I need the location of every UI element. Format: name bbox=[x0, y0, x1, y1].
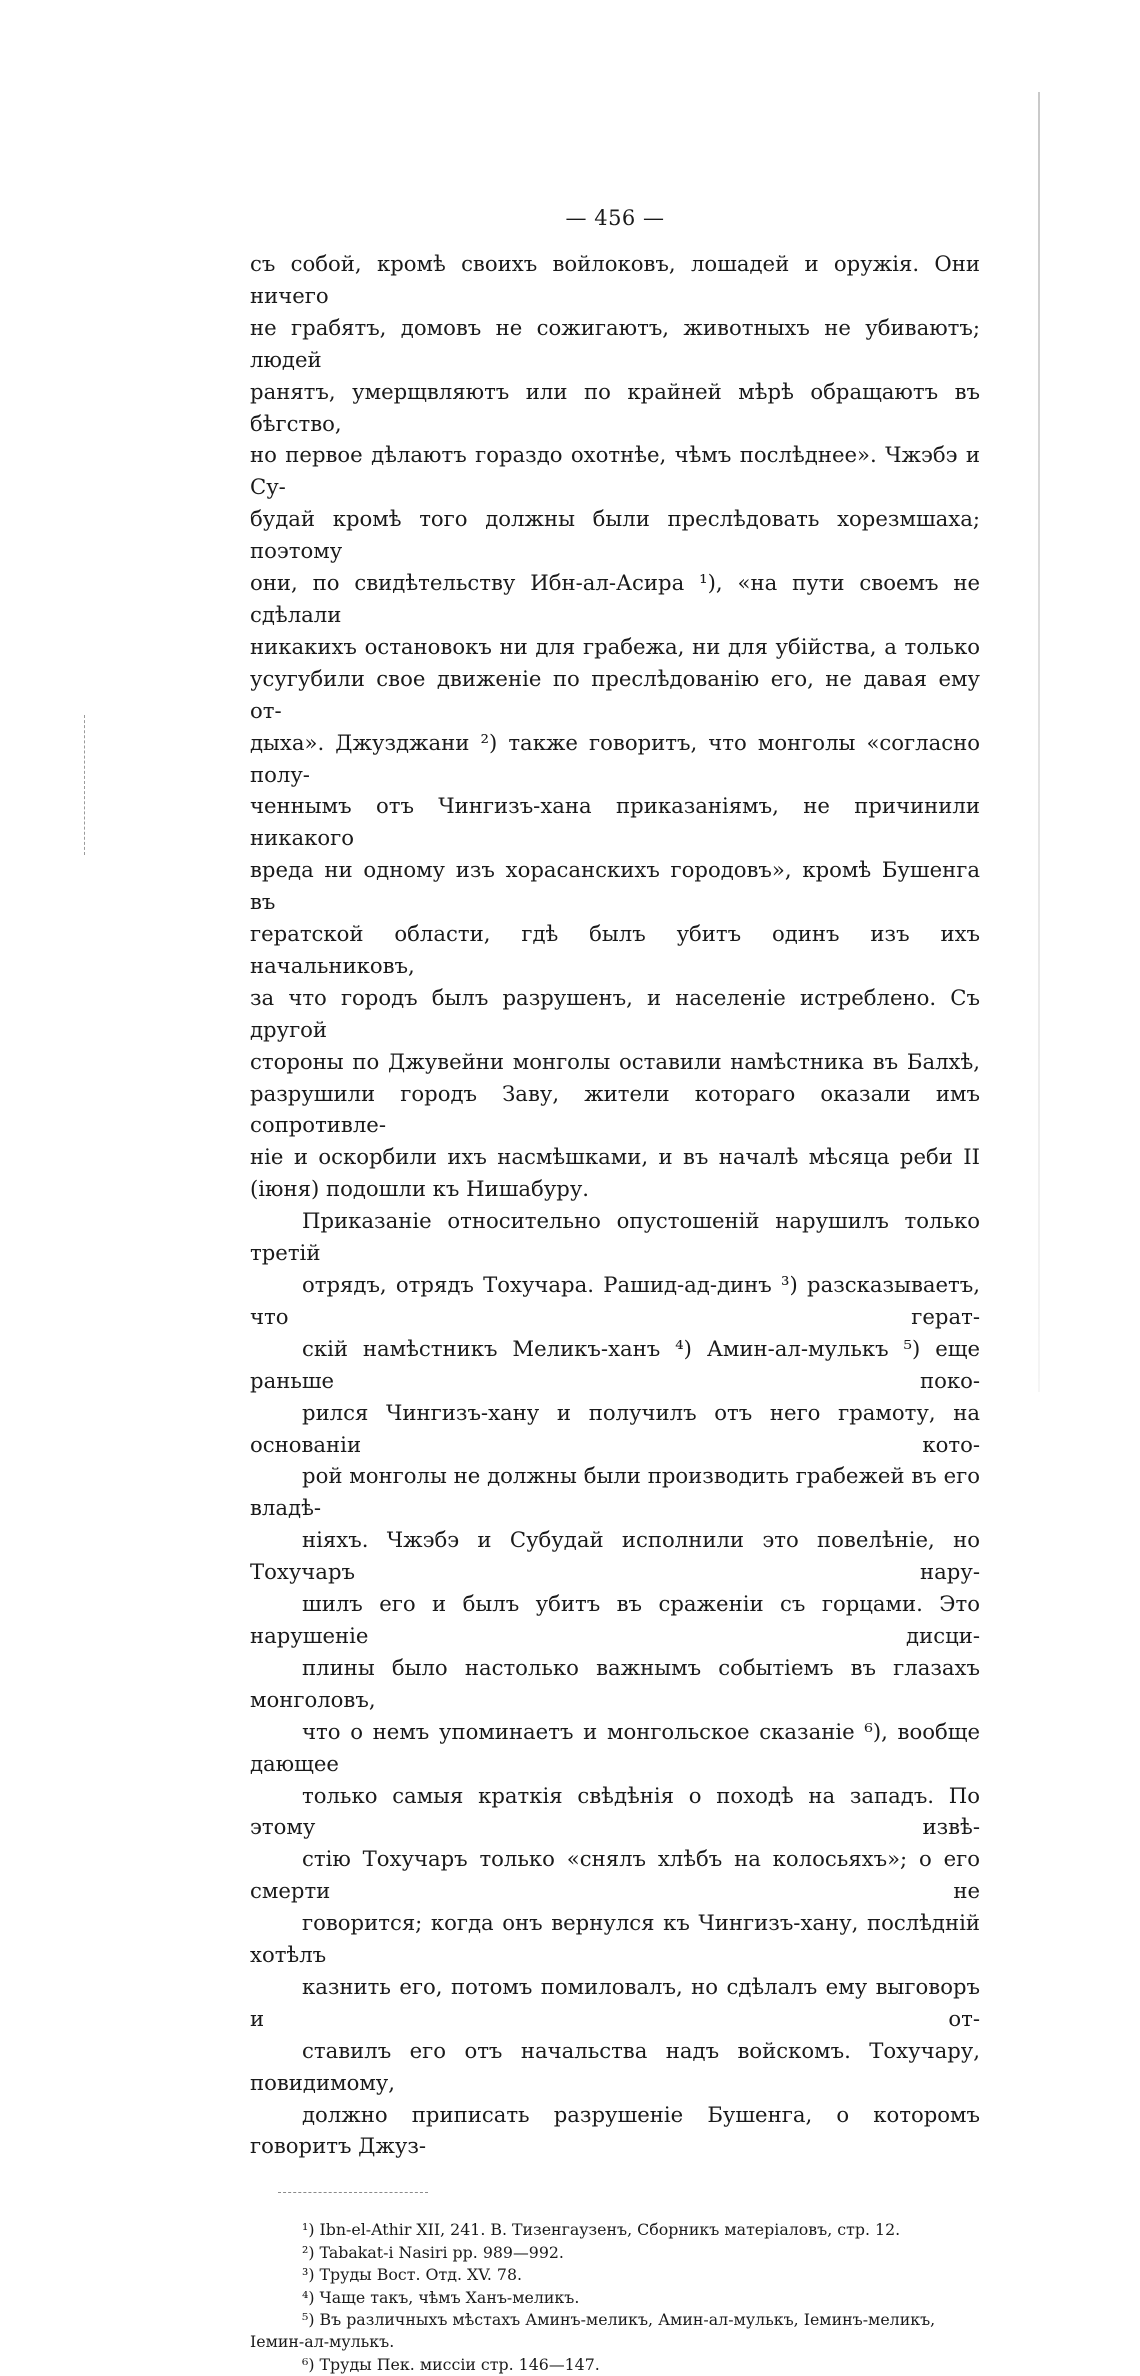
text-line: отрядъ, отрядъ Тохучара. Рашид-ад-динъ ³) разсказываетъ, что герат- bbox=[250, 1272, 980, 1329]
body-text bbox=[250, 248, 980, 2162]
text-line: шилъ его и былъ убитъ въ сраженіи съ горцами. Это нарушеніе дисци- bbox=[250, 1591, 980, 1648]
text-line: стію Тохучаръ только «снялъ хлѣбъ на колосьяхъ»; о его смерти не bbox=[250, 1846, 980, 1904]
text-line: вреда ни одному изъ хорасанскихъ городовъ», кромѣ Бушенга въ bbox=[250, 857, 980, 915]
text-line: скій намѣстникъ Меликъ-ханъ ⁴) Амин-ал-мулькъ ⁵) еще раньше поко- bbox=[250, 1335, 980, 1393]
text-line: плины было настолько важнымъ событіемъ въ глазахъ монголовъ, bbox=[250, 1654, 980, 1712]
scan-page-edge bbox=[1038, 92, 1040, 1392]
text-line: ранятъ, умерщвляютъ или по крайней мѣрѣ обращаютъ въ бѣгство, bbox=[250, 378, 980, 436]
footnote: ⁴) Чаще такъ, чѣмъ Ханъ-меликъ. bbox=[302, 2287, 580, 2307]
text-line: гератской области, гдѣ былъ убитъ одинъ изъ ихъ начальниковъ, bbox=[250, 921, 980, 978]
document-page bbox=[250, 206, 980, 2376]
text-line: съ собой, кромѣ своихъ войлоковъ, лошадей и оружія. Они ничего bbox=[250, 251, 980, 308]
margin-marks bbox=[84, 715, 87, 855]
text-line: усугубили свое движеніе по преслѣдованію его, не давая ему от- bbox=[250, 665, 980, 723]
text-line: (іюня) подошли къ Нишабуру. bbox=[250, 1176, 590, 1202]
text-line: будай кромѣ того должны были преслѣдовать хорезмшаха; поэтому bbox=[250, 506, 980, 564]
footnote: ³) Труды Вост. Отд. XV. 78. bbox=[302, 2265, 523, 2285]
text-line: ченнымъ отъ Чингизъ-хана приказаніямъ, не причинили никакого bbox=[250, 793, 980, 851]
footnote: ²) Tabakat-i Nasiri pp. 989—992. bbox=[302, 2242, 564, 2262]
text-line: дыха». Джузджани ²) также говоритъ, что монголы «согласно полу- bbox=[250, 729, 980, 787]
footnotes bbox=[250, 2219, 980, 2376]
footnote: ⁶) Труды Пек. миссіи стр. 146—147. bbox=[302, 2354, 600, 2374]
text-line: рой монголы не должны были производить грабежей въ его владѣ- bbox=[250, 1463, 980, 1521]
text-line: говорится; когда онъ вернулся къ Чингизъ-хану, послѣдній хотѣлъ bbox=[250, 1910, 980, 1968]
text-line: не грабятъ, домовъ не сожигаютъ, животныхъ не убиваютъ; людей bbox=[250, 314, 980, 372]
text-line: разрушили городъ Заву, жители котораго оказали имъ сопротивле- bbox=[250, 1080, 980, 1138]
text-line: но первое дѣлаютъ гораздо охотнѣе, чѣмъ послѣднее». Чжэбэ и Су- bbox=[250, 442, 980, 500]
paragraph bbox=[250, 1205, 980, 2162]
page-number: — 456 — bbox=[565, 206, 665, 230]
paragraph bbox=[250, 248, 980, 1205]
text-line: стороны по Джувейни монголы оставили намѣстника въ Балхѣ, bbox=[250, 1048, 980, 1074]
text-line: никакихъ остановокъ ни для грабежа, ни для убійства, а только bbox=[250, 633, 980, 659]
text-line: ставилъ его отъ начальства надъ войскомъ. Тохучару, повидимому, bbox=[250, 2037, 980, 2095]
footnote: ⁵) Въ различныхъ мѣстахъ Аминъ-меликъ, Амин-ал-мулькъ, Іеминъ-меликъ, bbox=[302, 2310, 936, 2329]
text-line: ніяхъ. Чжэбэ и Субудай исполнили это повелѣніе, но Тохучаръ нару- bbox=[250, 1527, 980, 1585]
text-line: за что городъ былъ разрушенъ, и населеніе истреблено. Съ другой bbox=[250, 984, 980, 1042]
footnote: Іемин-ал-мулькъ. bbox=[250, 2332, 395, 2352]
footnote: ¹) Ibn-el-Athir XII, 241. В. Тизенгаузенъ, Сборникъ матеріаловъ, стр. 12. bbox=[302, 2220, 901, 2240]
text-line: Приказаніе относительно опустошеній нарушилъ только третій bbox=[250, 1208, 980, 1266]
text-line: должно приписать разрушеніе Бушенга, о которомъ говоритъ Джуз- bbox=[250, 2101, 980, 2159]
text-line: только самыя краткія свѣдѣнія о походѣ на западъ. По этому извѣ- bbox=[250, 1782, 980, 1840]
text-line: они, по свидѣтельству Ибн-ал-Асира ¹), «на пути своемъ не сдѣлали bbox=[250, 570, 980, 627]
text-line: казнить его, потомъ помиловалъ, но сдѣлалъ ему выговоръ и от- bbox=[250, 1973, 980, 2031]
footnote-separator bbox=[278, 2192, 428, 2193]
text-line: ніе и оскорбили ихъ насмѣшками, и въ началѣ мѣсяца реби II bbox=[250, 1144, 980, 1170]
text-line: рился Чингизъ-хану и получилъ отъ него грамоту, на основаніи кото- bbox=[250, 1399, 980, 1457]
text-line: что о немъ упоминаетъ и монгольское сказаніе ⁶), вообще дающее bbox=[250, 1718, 980, 1776]
